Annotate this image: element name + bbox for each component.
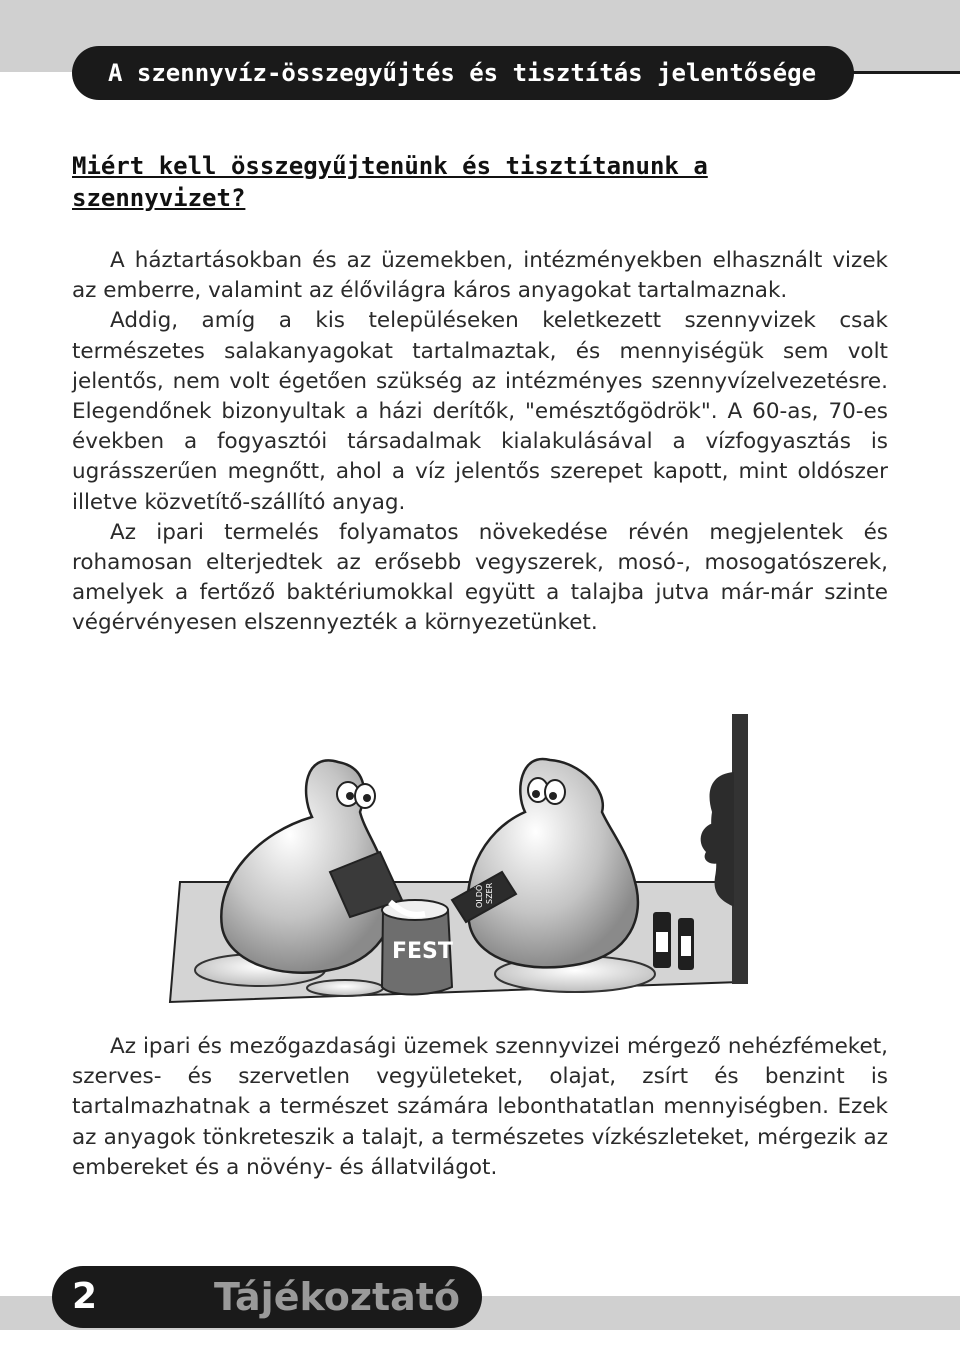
header-rule <box>840 71 960 74</box>
body-text-2 <box>72 1032 888 1183</box>
page-number: 2 <box>72 1276 98 1317</box>
right-eye <box>545 780 565 804</box>
paragraph-4: Az ipari és mezőgazdasági üzemek szennyvizei mérgező nehézfémeket, szerves- és szervetlen vegyületeket, olajat, zsírt és benzint is tartalmazhatnak a természet számára lebonthatatlan mennyiségben. Ezek az anyagok tönkreteszik a talajt, a természetes vízkészleteket, mérgezik az embereket és a növény- és állatvilágot. <box>72 1034 888 1180</box>
pollution-illustration <box>140 712 760 1012</box>
right-pupil <box>532 790 540 798</box>
paragraph-1: A háztartásokban és az üzemekben, intézményekben elhasznált vizek az emberre, valamint az élővilágra káros anyagokat tartalmaznak. <box>72 248 888 304</box>
paragraph-2: Addig, amíg a kis településeken keletkezett szennyvizek csak természetes salakanyagokat tartalmaztak, és mennyiségük sem volt jelentős, nem volt égetően szükség az intézményes szennyvízelvezetésre. Elegendőnek bizonyultak a házi derítők, "emésztőgödrök". A 60-as, 70-es években a fogyasztói társadalmak kialakulásával a vízfogyasztás is ugrásszerűen megnőtt, ahol a víz jelentős szerepet kapott, mint oldószer illetve közvetítő-szállító anyag. <box>72 308 888 515</box>
left-pupil <box>363 794 371 802</box>
bottle-label-patch <box>681 936 691 956</box>
puddle <box>307 980 383 996</box>
bottle-label: OLDÓ <box>475 884 484 908</box>
right-pupil <box>549 792 557 800</box>
footer-title: Tájékoztató <box>214 1275 461 1319</box>
section-question: Miért kell összegyűjtenünk és tisztítanunk a szennyvizet? <box>72 152 708 212</box>
page-header-title: A szennyvíz-összegyűjtés és tisztítás jelentősége <box>72 46 854 100</box>
wall-edge <box>732 714 748 984</box>
bottle-label-patch <box>656 932 668 952</box>
bottle-label: SZER <box>485 882 494 904</box>
left-pupil <box>346 792 354 800</box>
body-text <box>72 246 888 639</box>
paint-can-label: FEST <box>392 939 453 964</box>
paragraph-3: Az ipari termelés folyamatos növekedése révén megjelentek és rohamosan elterjedtek az erősebb vegyszerek, mosó-, mosogatószerek, amelyek a fertőző baktériumokkal együtt a talajba jutva már-már szinte végérvényesen elszennyezték a környezetünket. <box>72 519 888 636</box>
